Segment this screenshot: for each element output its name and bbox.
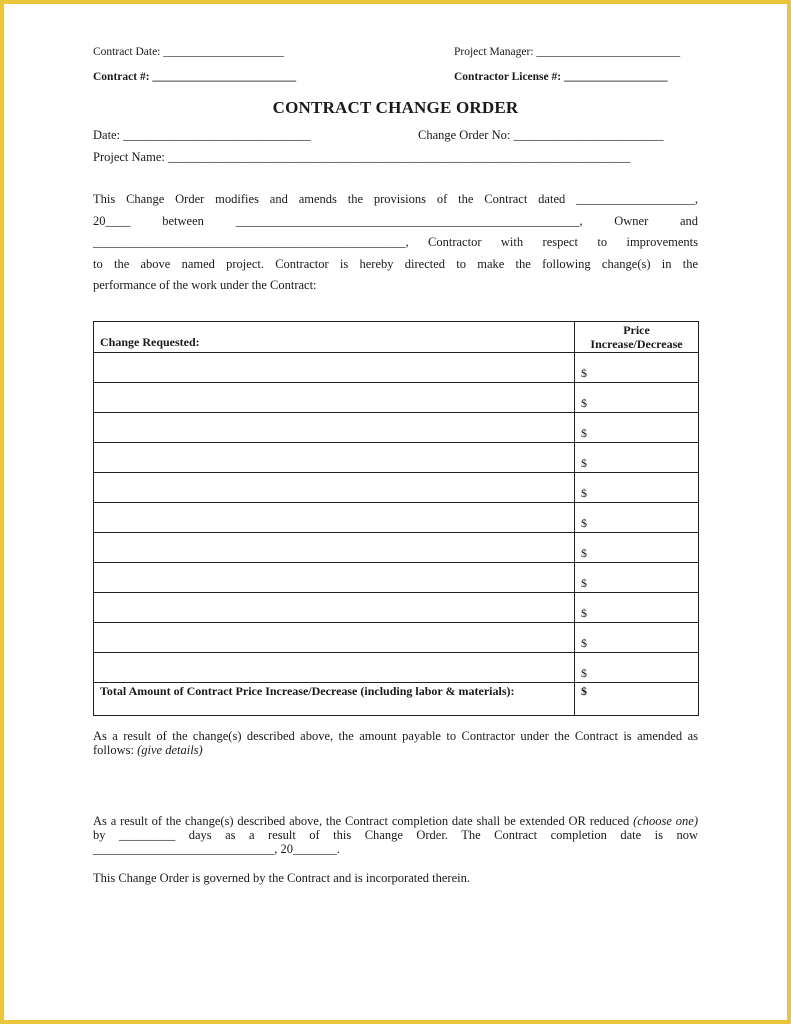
price-cell[interactable]: $ xyxy=(575,623,699,653)
choose-one-hint: (choose one) xyxy=(633,814,698,828)
price-cell[interactable]: $ xyxy=(575,563,699,593)
date-field[interactable]: Date: ______________________________ xyxy=(93,128,311,142)
total-row xyxy=(94,683,699,716)
give-details-hint: (give details) xyxy=(137,743,203,757)
project-name-field[interactable]: Project Name: __________________________________________________________________________ xyxy=(93,150,631,164)
price-cell[interactable]: $ xyxy=(575,503,699,533)
price-cell[interactable]: $ xyxy=(575,413,699,443)
table-header-row xyxy=(94,322,699,353)
table-row xyxy=(94,533,699,563)
price-cell[interactable]: $ xyxy=(575,653,699,683)
price-cell[interactable]: $ xyxy=(575,533,699,563)
owner-blank[interactable]: _______________________________________________________, xyxy=(235,213,583,228)
change-cell[interactable] xyxy=(94,383,575,413)
contract-number-field[interactable]: Contract #: _________________________ xyxy=(93,71,297,83)
contract-date-field[interactable]: Contract Date: _____________________ xyxy=(93,46,285,58)
table-row xyxy=(94,503,699,533)
price-cell[interactable]: $ xyxy=(575,593,699,623)
change-cell[interactable] xyxy=(94,593,575,623)
table-row xyxy=(94,593,699,623)
price-header: Price Increase/Decrease xyxy=(575,322,699,353)
intro-line-3: __________________________________________________, Contractor with respect to improvements xyxy=(93,235,698,249)
document-page xyxy=(4,4,787,1020)
intro-line-5: performance of the work under the Contract: xyxy=(93,278,317,292)
contractor-license-field[interactable]: Contractor License #: __________________ xyxy=(454,71,668,83)
table-row xyxy=(94,383,699,413)
change-cell[interactable] xyxy=(94,653,575,683)
page-title: CONTRACT CHANGE ORDER xyxy=(272,98,519,117)
change-cell[interactable] xyxy=(94,413,575,443)
change-cell[interactable] xyxy=(94,533,575,563)
intro-line-4: to the above named project. Contractor is hereby directed to make the following change(s) in the xyxy=(93,256,698,271)
change-order-number-field[interactable]: Change Order No: ________________________ xyxy=(418,128,664,142)
change-table xyxy=(93,321,699,716)
change-cell[interactable] xyxy=(94,623,575,653)
change-cell[interactable] xyxy=(94,443,575,473)
price-cell[interactable]: $ xyxy=(575,473,699,503)
intro-line-1: This Change Order modifies and amends the provisions of the Contract dated ___________________, xyxy=(93,192,698,206)
change-cell[interactable] xyxy=(94,503,575,533)
change-cell[interactable] xyxy=(94,473,575,503)
total-label: Total Amount of Contract Price Increase/Decrease (including labor & materials): xyxy=(94,683,575,716)
year-blank[interactable]: 20____ xyxy=(93,213,131,228)
closing-statement: This Change Order is governed by the Contract and is incorporated therein. xyxy=(93,871,470,885)
price-cell[interactable]: $ xyxy=(575,383,699,413)
project-manager-field[interactable]: Project Manager: _________________________ xyxy=(454,46,681,58)
total-value-cell[interactable]: $ xyxy=(575,683,699,716)
table-row xyxy=(94,353,699,383)
intro-paragraph xyxy=(93,189,698,297)
table-row xyxy=(94,623,699,653)
table-row xyxy=(94,443,699,473)
table-row xyxy=(94,653,699,683)
intro-line-2: 20____ between _______________________________________________________, Owner and xyxy=(93,213,699,228)
price-cell[interactable]: $ xyxy=(575,443,699,473)
table-row xyxy=(94,563,699,593)
table-row xyxy=(94,473,699,503)
change-cell[interactable] xyxy=(94,353,575,383)
completion-paragraph: As a result of the change(s) described above, the Contract completion date shall be extended OR reduced (choose one) by _________ days as a result of this Change Order. The Contract completion date is now _____________________________, 20_______. xyxy=(93,814,698,856)
amount-paragraph: As a result of the change(s) described above, the amount payable to Contractor under the Contract is amended as follows: (give details) xyxy=(93,729,698,757)
change-cell[interactable] xyxy=(94,563,575,593)
price-cell[interactable]: $ xyxy=(575,353,699,383)
change-requested-header: Change Requested: xyxy=(94,322,575,353)
table-row xyxy=(94,413,699,443)
